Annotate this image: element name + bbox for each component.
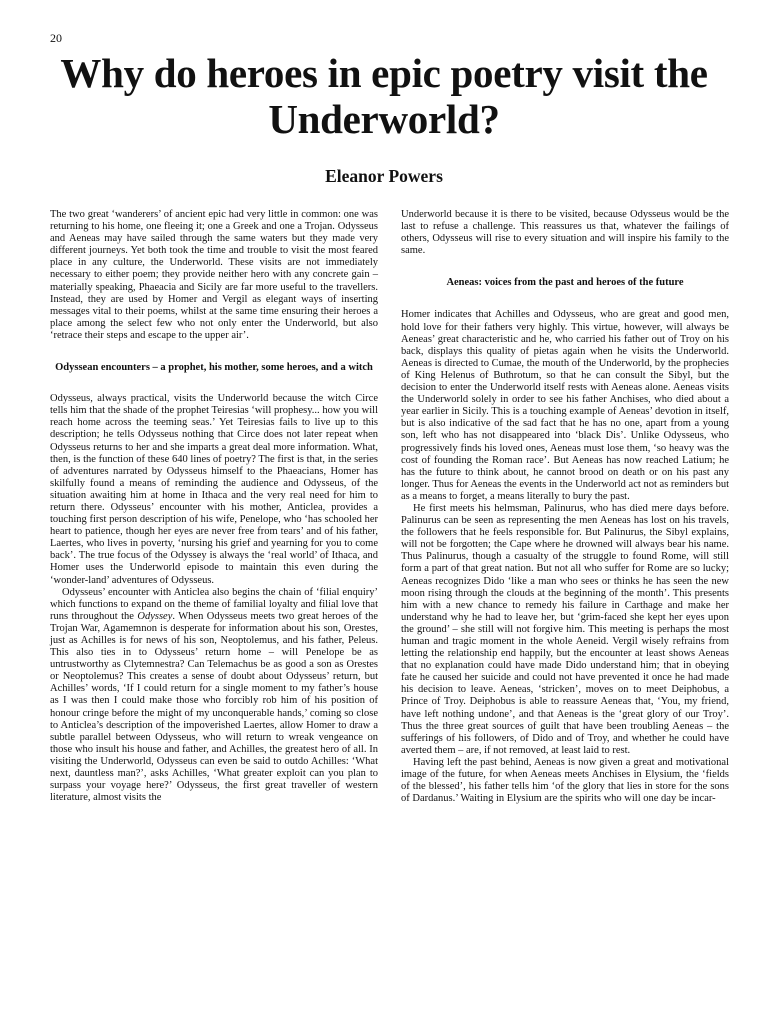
text-run: . When Odysseus meets two great heroes of the Trojan War, Agamemnon is desperate for information about his son, Orestes, just as Achilles is for news of his son, Neoptolemus, and his father, Peleus. This also ties in to Odysseus’ return home – will Penelope be as untrustworthy as Clytemnestra? Can Telemachus be as good a son as Orestes or Neoptolemus? This creates a sense of doubt about Odysseus’ return, but Achilles’ words, ‘If I could return for a single moment to my father’s house as I was then I could make those who forcibly rob him of his position of honour cringe before the might of my unconquerable hands,’ coming so close to Anticlea’s description of the impoverished Laertes, allow Homer to draw a subtle parallel between Odysseus, who will return to wreak vengeance on those who insult his house and father, and Achilles, the greatest hero of all. In visiting the Underworld, Odysseus can even be said to outdo Achilles: ‘What next, dauntless man?’, asks Achilles, ‘What greater exploit can you plan to surpass your voyage here?’ Odysseus, the first great traveller of western literature, almost visits the: [50, 610, 378, 804]
paragraph-palinurus: He first meets his helmsman, Palinurus, who has died mere days before. Palinurus can be seen as representing the men Aeneas has lost on his travels, the followers that he feels responsible for. But Palinurus, the Sibyl explains, will not be forgotten; the Cape where he drowned will always bear his name. Thus Palinurus, though a casualty of the struggle to found Rome, will still form a part of that great nation. But not all who suffer for Rome are so lucky; Aeneas recognizes Dido ‘like a man who sees or thinks he has seen the new moon rising through the clouds at the beginning of the month’. This presents him with a new chance to remedy his failure in Carthage and make her understand why he had to leave her, but ‘grim-faced she kept her eyes upon the ground’ – she still will not forgive him. This meeting is perhaps the most human and tragic moment in the whole Aeneid. Vergil wisely refrains from letting the relationship end happily, but the encounter at least shows Aeneas that no explanation could have made Dido understand him; that in obeying fate he caused her suicide and could not have prevented it once he had made his decision to leave. Aeneas, ‘stricken’, moves on to meet Deiphobus, a Prince of Troy. Deiphobus is able to reassure Aeneas that, ‘You, my friend, have left nothing undone’, and that Aeneas is the ‘great glory of our Troy’. Thus the three great sources of guilt that have been troubling Aeneas – the sufferings of his followers, of Dido and of Troy, and whether he could have averted them – are, if not removed, at least laid to rest.: [401, 502, 729, 756]
paragraph-homer-indicates: Homer indicates that Achilles and Odysseus, who are great and good men, hold love for their fathers very highly. This virtue, however, will always be Aeneas’ great characteristic and he, who carried his father out of Troy on his back, displays this quality of pietas again when he visits the Underworld. Aeneas is directed to Cumae, the mouth of the Underworld, by the prophecies of King Helenus of Buthrotum, so that he can consult the Sibyl, but the decision to enter the Underworld itself rests with Aeneas alone. Aeneas visits the Underworld solely in order to see his father Anchises, who died about a year earlier in Sicily. This is a touching example of Aeneas’ devotion in itself, but is also indicative of the sad fact that he has no one, apart from a young son, left who has not disappeared into ‘black Dis’. Unlike Odysseus, who progressively finds his loved ones, Aeneas must lose them, ‘so heavy was the cost of founding the Roman race’. But Aeneas has now reached Latium; he has the future to think about, he cannot brood on death or on his past any longer. Thus for Aeneas the events in the Underworld act not as reminders but as a means to forget, a means literally to bury the past.: [401, 309, 729, 502]
paragraph-intro: The two great ‘wanderers’ of ancient epic had very little in common: one was returning to his home, one fleeing it; one a Greek and one a Trojan. Odysseus and Aeneas may have sailed through the same waters but they made very different journeys. Yet both took the time and trouble to visit the most feared place in any culture, the Underworld. These visits are not immediately necessary to either poem; they provide neither hero with any concrete gain – materially speaking, Phaeacia and Sicily are far more useful to the travellers. Instead, they are used by Homer and Vergil as elegant ways of inserting messages vital to their poems, whilst at the same time ensuring their heroes a place among the select few who not only enter the Underworld, but also ‘retrace their steps and escape to the upper air’.: [50, 209, 378, 341]
paragraph-elysium: Having left the past behind, Aeneas is now given a great and motivational image of the future, for when Aeneas meets Anchises in Elysium, the ‘fields of the blessed’, his father tells him ‘of the glory that lies in store for the sons of Dardanus.’ Waiting in Elysium are the spirits who will one day be incar-: [401, 756, 729, 805]
paragraph-anticlea-chain: [50, 587, 378, 805]
paragraph-continuation: Underworld because it is there to be visited, because Odysseus would be the last to refuse a challenge. This reassures us that, whatever the failings of others, Odysseus will rise to every situation and will inspire his family to the same.: [401, 209, 729, 257]
text-run: Odysseus’ encounter with Anticlea also begins the chain of ‘filial enquiry’ which functions to expand on the theme of familial loyalty and filial love that runs throughout the: [50, 586, 378, 622]
right-column: [401, 209, 729, 805]
paragraph-odysseus-practical: Odysseus, always practical, visits the Underworld because the witch Circe tells him that the shade of the prophet Teiresias ‘will prophesy... how you will reach home across the teeming seas.’ Yet Teiresias fails to live up to this description; he tells Odysseus nothing that Circe does not later repeat when Odysseus returns to her and she imparts a great deal more information. What, then, is the function of these 640 lines of poetry? The first is that, in the series of adventures narrated by Odysseus himself to the Phaeacians, Homer has skilfully found a means of reminding the audience and Odysseus, of the situation awaiting him at home in Ithaca and the very real need for him to return there. Odysseus’ encounter with his mother, Anticlea, provides a touching first person description of his wife, Penelope, who ‘has schooled her heart to patience, though her eyes are never free from tears’ and of his father, Laertes, who lives in poverty, ‘nursing his grief and yearning for you to come back’. The true focus of the Odyssey is always the ‘real world’ of Ithaca, and Homer uses the Underworld episode to maintain this even during the ‘wonder-land’ adventures of Odysseus.: [50, 393, 378, 586]
article-author: Eleanor Powers: [325, 166, 443, 186]
left-column: [50, 209, 378, 804]
article-title: Why do heroes in epic poetry visit the Underworld?: [60, 50, 708, 142]
section-heading-aeneas: Aeneas: voices from the past and heroes of the future: [446, 277, 684, 289]
italic-title-odyssey: Odyssey: [137, 610, 173, 622]
page-number: 20: [50, 31, 62, 45]
section-heading-odyssean-encounters: Odyssean encounters – a prophet, his mother, some heroes, and a witch: [55, 362, 373, 374]
